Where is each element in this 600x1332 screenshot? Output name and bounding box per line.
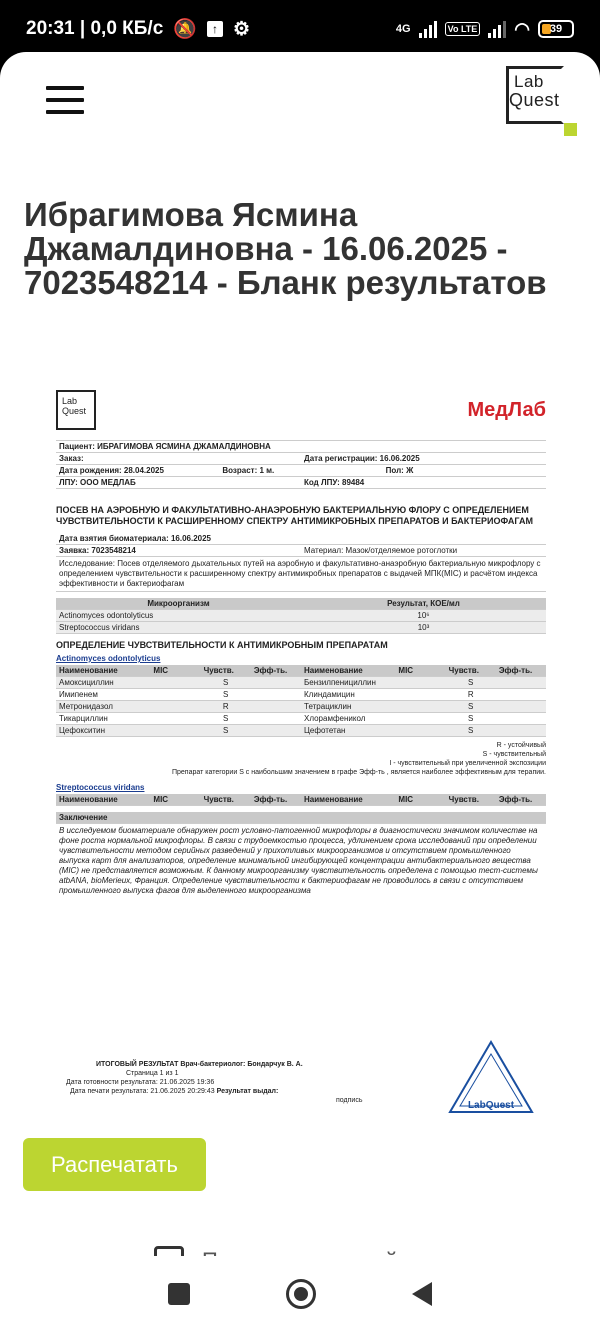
lpu: ЛПУ: ООО МЕДЛАБ [59, 478, 136, 487]
age: Возраст: 1 м. [222, 466, 275, 475]
org1-label: Actinomyces odontolyticus [56, 654, 161, 663]
mute-icon: 🔕 [173, 19, 197, 40]
signature-block: ИТОГОВЫЙ РЕЗУЛЬТАТ Врач-бактериолог: Бондарчук В. А. Страница 1 из 1 Дата готовности результата: 21.06.2025 19:36 Дата печати результата: 21.06.2025 20:29:43 Результат выдал: подпись LabQuest [56, 1060, 546, 1105]
conclusion-label: Заключение [59, 813, 108, 822]
stamp: LabQuest [446, 1038, 536, 1116]
doc-logo: Lab Quest [56, 390, 96, 430]
result-document [56, 380, 546, 1140]
drug-row: Амоксициллин S Бензилпенициллин S [56, 677, 546, 689]
sex: Пол: Ж [385, 466, 414, 475]
battery-icon: 39 [538, 20, 574, 38]
study-heading: ПОСЕВ НА АЭРОБНУЮ И ФАКУЛЬТАТИВНО-АНАЭРОБНУЮ БАКТЕРИАЛЬНУЮ ФЛОРУ С ОПРЕДЕЛЕНИЕМ ЧУВСТВИТЕЛЬНОСТИ К РАСШИРЕННОМУ СПЕКТРУ АНТИМИКРОБНЫХ ПРЕПАРАТОВ И БАКТЕРИОФАГАМ [56, 505, 533, 526]
bio-date: Дата взятия биоматериала: 16.06.2025 [59, 534, 212, 543]
gear-icon: ⚙ [232, 18, 250, 40]
organism-name: Actinomyces odontolyticus [59, 611, 154, 620]
wifi-icon: ◠ [514, 18, 530, 39]
drug-table-header-2: Наименование MIC Чувств. Эфф-ть. Наименование MIC Чувств. Эфф-ть. [56, 794, 546, 806]
organism-name: Streptococcus viridans [59, 623, 140, 632]
page-title: Ибрагимова Ясмина Джамалдиновна - 16.06.2025 - 7023548214 - Бланк результатов [24, 196, 547, 301]
col-result: Результат, КОЕ/мл [387, 599, 460, 608]
back-icon[interactable] [412, 1282, 432, 1306]
patient: Пациент: ИБРАГИМОВА ЯСМИНА ДЖАМАЛДИНОВНА [59, 442, 271, 451]
print-button[interactable]: Распечатать [23, 1138, 206, 1191]
sens-heading: ОПРЕДЕЛЕНИЕ ЧУВСТВИТЕЛЬНОСТИ К АНТИМИКРОБНЫМ ПРЕПАРАТАМ [56, 640, 388, 650]
logo[interactable]: Lab Quest [506, 66, 568, 134]
organism-value: 10⁶ [417, 611, 430, 620]
medlab-logo: МедЛаб [467, 398, 546, 421]
organism-value: 10³ [417, 623, 430, 632]
order: Заказ: [59, 454, 84, 463]
drug-table-header: Наименование MIC Чувств. Эфф-ть. Наименование MIC Чувств. Эфф-ть. [56, 665, 546, 677]
signal-icon-2 [488, 20, 506, 38]
org2-label: Streptococcus viridans [56, 783, 145, 792]
upload-icon: ↑ [207, 21, 223, 37]
lte-icon: Vo LTE [445, 22, 481, 36]
home-icon[interactable] [286, 1279, 316, 1309]
drug-row: Цефокситин S Цефотетан S [56, 725, 546, 737]
menu-icon[interactable] [46, 86, 84, 114]
page [0, 52, 600, 1256]
legend: R - устойчивый S - чувствительный I - чувствительный при увеличенной экспозиции Препарат категории S с наибольшим значением в графе Эфф-ть , является наиболее эффективным для терапии. [171, 742, 546, 776]
status-bar [0, 0, 600, 58]
nav-bar [0, 1256, 600, 1332]
status-time: 20:31 | 0,0 КБ/с [26, 18, 164, 39]
drug-row: Имипенем S Клиндамицин R [56, 689, 546, 701]
request: Заявка: 7023548214 [59, 546, 136, 555]
conclusion-text: В исследуемом биоматериале обнаружен рост условно-патогенной микрофлоры в диагностически значимом количестве на фоне роста нормальной микрофлоры. В связи с трудоемкостью процесса, удлинением срока исследований при определении чувствительности методом серийных разведений у прихотливых микроорганизмов и отсутствием промышленного выпуска карт для анализаторов, определение минимальной ингибирующей концентрации антибактериального вещества (MIC) не представляется возможным. К данному микроорганизму чувствительность определена с помощью тест-системы atbANA, bioMerieux, Франция. Определение чувствительности к бактериофагам не проводилось в связи с отсутствием промышленного выпуска фагов для выделенного микроорганизма [59, 826, 538, 895]
material: Материал: Мазок/отделяемое ротоглотки [304, 546, 458, 555]
network-label: 4G [395, 23, 411, 35]
lpu-code: Код ЛПУ: 89484 [304, 478, 365, 487]
drug-row: Метронидазол R Тетрациклин S [56, 701, 546, 713]
study-desc: Исследование: Посев отделяемого дыхательных путей на аэробную и факультативно-анаэробную бактериальную микрофлору с определением чувствительности к расширенному спектру антимикробных препаратов с выдачей МПК(MIC) и расчётом индекса эффективности и бактериофагам [56, 557, 546, 592]
reg-date: Дата регистрации: 16.06.2025 [304, 454, 420, 463]
recent-apps-icon[interactable] [168, 1283, 190, 1305]
signal-icon [419, 20, 437, 38]
logo-accent [564, 123, 577, 136]
birth-date: Дата рождения: 28.04.2025 [59, 466, 164, 475]
col-micro: Микроорганизм [147, 599, 210, 608]
drug-row: Тикарциллин S Хлорамфеникол S [56, 713, 546, 725]
